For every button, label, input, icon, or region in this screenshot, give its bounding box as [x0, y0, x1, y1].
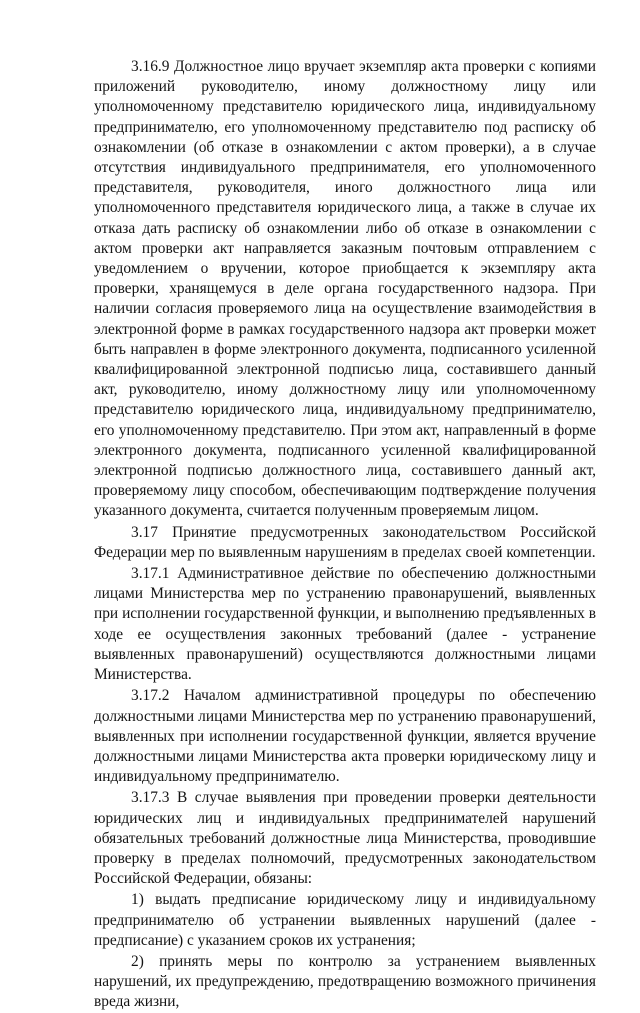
list-item-2: 2) принять меры по контролю за устранением выявленных нарушений, их предупреждению, предотвращению возможного причинения вреда жизни, — [94, 952, 596, 1011]
list-item-1: 1) выдать предписание юридическому лицу и индивидуальному предпринимателю об устранении выявленных нарушений (далее - предписание) с указанием сроков их устранения; — [94, 891, 596, 949]
paragraph-3-17-3: 3.17.3 В случае выявления при проведении проверки деятельности юридических лиц и индивидуальных предпринимателей нарушений обязательных требований должностные лица Министерства, проводившие проверку в пределах полномочий, предусмотренных законодательством Российской Федерации, обязаны: — [94, 789, 596, 888]
paragraph-3-16-9: 3.16.9 Должностное лицо вручает экземпляр акта проверки с копиями приложений руководителю, иному должностному лицу или уполномоченному представителю юридического лица, индивидуальному предпринимателю, его уполномоченному представителю под расписку об ознакомлении (об отказе в ознакомлении с актом проверки), а в случае отсутствия индивидуального предпринимателя, его уполномоченного представителя, руководителя, иного должностного лица или уполномоченного представителя юридического лица, а также в случае их отказа дать расписку об ознакомлении либо об отказе в ознакомлении с актом проверки акт направляется заказным почтовым отправлением с уведомлением о вручении, которое приобщается к экземпляру акта проверки, хранящемуся в деле органа государственного надзора. При наличии согласия проверяемого лица на осуществление взаимодействия в электронной форме в рамках государственного надзора акт проверки может быть направлен в форме электронного документа, подписанного усиленной квалифицированной электронной подписью лица, составившего данный акт, руководителю, иному должностному лицу или уполномоченному представителю юридического лица, индивидуальному предпринимателю, его уполномоченному представителю. При этом акт, направленный в форме электронного документа, подписанного усиленной квалифицированной электронной подписью должностного лица, составившего данный акт, проверяемому лицу способом, обеспечивающим подтверждение получения указанного документа, считается полученным проверяемым лицом. — [94, 58, 596, 520]
paragraph-3-17: 3.17 Принятие предусмотренных законодательством Российской Федерации мер по выявленным нарушениям в пределах своей компетенции. — [94, 523, 596, 561]
paragraph-3-17-2: 3.17.2 Началом административной процедуры по обеспечению должностными лицами Министерства мер по устранению правонарушений, выявленных при исполнении государственной функции, является вручение должностными лицами Министерства акта проверки юридическому лицу и индивидуальному предпринимателю. — [94, 687, 596, 786]
document-page — [94, 57, 596, 1013]
paragraph-3-17-1: 3.17.1 Административное действие по обеспечению должностными лицами Министерства мер по устранению правонарушений, выявленных при исполнении государственной функции, и выполнению предъявленных в ходе ее осуществления законных требований (далее - устранение выявленных правонарушений) осуществляются должностными лицами Министерства. — [94, 565, 596, 684]
